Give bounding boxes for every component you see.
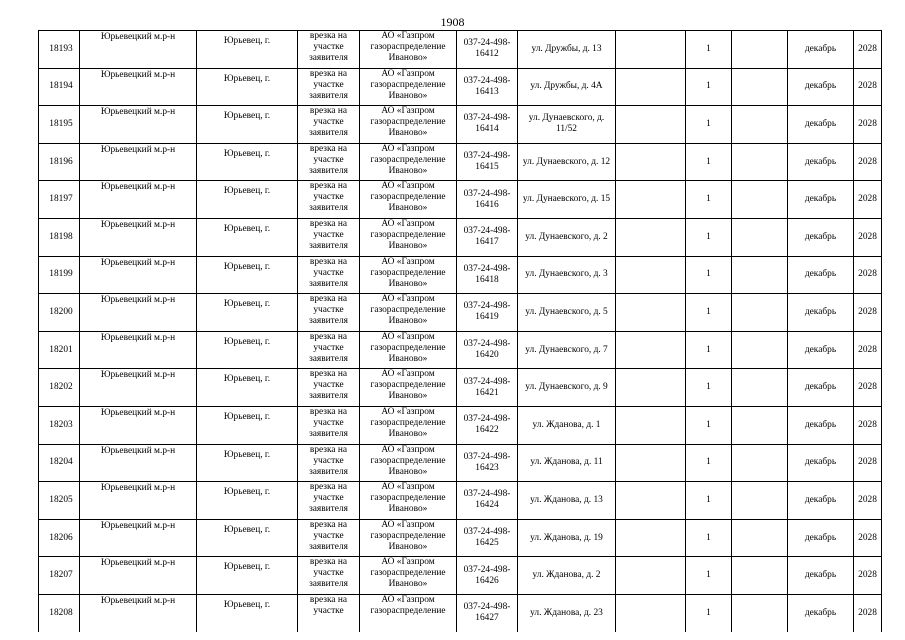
object-code-cell: 037-24-498-16427 bbox=[457, 594, 518, 632]
row-number-cell: 18204 bbox=[39, 444, 80, 482]
organization-cell: АО «Газпром газораспределение Иваново» bbox=[360, 406, 457, 444]
municipality-cell: Юрьевецкий м.р-н bbox=[80, 218, 197, 256]
table-row bbox=[39, 557, 882, 595]
locality-cell: Юрьевец, г. bbox=[197, 557, 298, 595]
locality-cell: Юрьевец, г. bbox=[197, 68, 298, 106]
organization-cell: АО «Газпром газораспределение Иваново» bbox=[360, 143, 457, 181]
empty-cell bbox=[732, 181, 788, 219]
year-cell: 2028 bbox=[854, 106, 882, 144]
count-cell: 1 bbox=[686, 519, 732, 557]
month-cell: декабрь bbox=[788, 557, 854, 595]
locality-cell: Юрьевец, г. bbox=[197, 369, 298, 407]
address-cell: ул. Дунаевского, д. 3 bbox=[518, 256, 616, 294]
municipality-cell: Юрьевецкий м.р-н bbox=[80, 406, 197, 444]
locality-cell: Юрьевец, г. bbox=[197, 482, 298, 520]
empty-cell bbox=[616, 444, 686, 482]
month-cell: декабрь bbox=[788, 406, 854, 444]
year-cell: 2028 bbox=[854, 369, 882, 407]
work-type-cell: врезка на участке заявителя bbox=[298, 331, 360, 369]
empty-cell bbox=[616, 557, 686, 595]
month-cell: декабрь bbox=[788, 218, 854, 256]
empty-cell bbox=[732, 482, 788, 520]
address-cell: ул. Дунаевского, д. 2 bbox=[518, 218, 616, 256]
row-number-cell: 18203 bbox=[39, 406, 80, 444]
year-cell: 2028 bbox=[854, 594, 882, 632]
work-type-cell: врезка на участке заявителя bbox=[298, 444, 360, 482]
count-cell: 1 bbox=[686, 406, 732, 444]
table-row bbox=[39, 31, 882, 69]
work-type-cell: врезка на участке bbox=[298, 594, 360, 632]
year-cell: 2028 bbox=[854, 482, 882, 520]
locality-cell: Юрьевец, г. bbox=[197, 294, 298, 332]
empty-cell bbox=[732, 519, 788, 557]
count-cell: 1 bbox=[686, 181, 732, 219]
month-cell: декабрь bbox=[788, 369, 854, 407]
row-number-cell: 18199 bbox=[39, 256, 80, 294]
month-cell: декабрь bbox=[788, 68, 854, 106]
year-cell: 2028 bbox=[854, 218, 882, 256]
table-row bbox=[39, 406, 882, 444]
page-number: 1908 bbox=[440, 15, 465, 29]
row-number-cell: 18193 bbox=[39, 31, 80, 69]
month-cell: декабрь bbox=[788, 143, 854, 181]
month-cell: декабрь bbox=[788, 519, 854, 557]
count-cell: 1 bbox=[686, 444, 732, 482]
locality-cell: Юрьевец, г. bbox=[197, 594, 298, 632]
object-code-cell: 037-24-498-16422 bbox=[457, 406, 518, 444]
work-type-cell: врезка на участке заявителя bbox=[298, 369, 360, 407]
count-cell: 1 bbox=[686, 594, 732, 632]
empty-cell bbox=[616, 256, 686, 294]
empty-cell bbox=[616, 181, 686, 219]
count-cell: 1 bbox=[686, 68, 732, 106]
empty-cell bbox=[616, 143, 686, 181]
work-type-cell: врезка на участке заявителя bbox=[298, 106, 360, 144]
organization-cell: АО «Газпром газораспределение Иваново» bbox=[360, 444, 457, 482]
address-cell: ул. Дружбы, д. 13 bbox=[518, 31, 616, 69]
table-row bbox=[39, 594, 882, 632]
address-cell: ул. Жданова, д. 11 bbox=[518, 444, 616, 482]
empty-cell bbox=[616, 482, 686, 520]
empty-cell bbox=[616, 331, 686, 369]
address-cell: ул. Дунаевского, д. 12 bbox=[518, 143, 616, 181]
year-cell: 2028 bbox=[854, 256, 882, 294]
count-cell: 1 bbox=[686, 256, 732, 294]
empty-cell bbox=[732, 68, 788, 106]
empty-cell bbox=[732, 557, 788, 595]
object-code-cell: 037-24-498-16413 bbox=[457, 68, 518, 106]
object-code-cell: 037-24-498-16426 bbox=[457, 557, 518, 595]
municipality-cell: Юрьевецкий м.р-н bbox=[80, 444, 197, 482]
empty-cell bbox=[616, 68, 686, 106]
address-cell: ул. Дунаевского, д. 7 bbox=[518, 331, 616, 369]
empty-cell bbox=[616, 519, 686, 557]
year-cell: 2028 bbox=[854, 31, 882, 69]
empty-cell bbox=[732, 31, 788, 69]
row-number-cell: 18194 bbox=[39, 68, 80, 106]
object-code-cell: 037-24-498-16420 bbox=[457, 331, 518, 369]
object-code-cell: 037-24-498-16414 bbox=[457, 106, 518, 144]
empty-cell bbox=[732, 369, 788, 407]
object-code-cell: 037-24-498-16418 bbox=[457, 256, 518, 294]
organization-cell: АО «Газпром газораспределение Иваново» bbox=[360, 519, 457, 557]
locality-cell: Юрьевец, г. bbox=[197, 444, 298, 482]
organization-cell: АО «Газпром газораспределение Иваново» bbox=[360, 256, 457, 294]
municipality-cell: Юрьевецкий м.р-н bbox=[80, 106, 197, 144]
locality-cell: Юрьевец, г. bbox=[197, 331, 298, 369]
row-number-cell: 18197 bbox=[39, 181, 80, 219]
year-cell: 2028 bbox=[854, 444, 882, 482]
empty-cell bbox=[616, 106, 686, 144]
work-type-cell: врезка на участке заявителя bbox=[298, 557, 360, 595]
address-cell: ул. Дружбы, д. 4А bbox=[518, 68, 616, 106]
work-type-cell: врезка на участке заявителя bbox=[298, 482, 360, 520]
month-cell: декабрь bbox=[788, 444, 854, 482]
work-type-cell: врезка на участке заявителя bbox=[298, 256, 360, 294]
row-number-cell: 18205 bbox=[39, 482, 80, 520]
year-cell: 2028 bbox=[854, 143, 882, 181]
address-cell: ул. Дунаевского, д. 11/52 bbox=[518, 106, 616, 144]
organization-cell: АО «Газпром газораспределение Иваново» bbox=[360, 106, 457, 144]
month-cell: декабрь bbox=[788, 482, 854, 520]
object-code-cell: 037-24-498-16417 bbox=[457, 218, 518, 256]
row-number-cell: 18195 bbox=[39, 106, 80, 144]
object-code-cell: 037-24-498-16421 bbox=[457, 369, 518, 407]
table-body bbox=[39, 31, 882, 633]
row-number-cell: 18206 bbox=[39, 519, 80, 557]
row-number-cell: 18201 bbox=[39, 331, 80, 369]
row-number-cell: 18200 bbox=[39, 294, 80, 332]
empty-cell bbox=[732, 331, 788, 369]
table-row bbox=[39, 482, 882, 520]
empty-cell bbox=[732, 594, 788, 632]
work-type-cell: врезка на участке заявителя bbox=[298, 519, 360, 557]
count-cell: 1 bbox=[686, 482, 732, 520]
empty-cell bbox=[616, 406, 686, 444]
month-cell: декабрь bbox=[788, 294, 854, 332]
object-code-cell: 037-24-498-16424 bbox=[457, 482, 518, 520]
table-row bbox=[39, 218, 882, 256]
organization-cell: АО «Газпром газораспределение Иваново» bbox=[360, 181, 457, 219]
object-code-cell: 037-24-498-16415 bbox=[457, 143, 518, 181]
locality-cell: Юрьевец, г. bbox=[197, 218, 298, 256]
table-row bbox=[39, 143, 882, 181]
address-cell: ул. Жданова, д. 1 bbox=[518, 406, 616, 444]
organization-cell: АО «Газпром газораспределение Иваново» bbox=[360, 294, 457, 332]
organization-cell: АО «Газпром газораспределение Иваново» bbox=[360, 557, 457, 595]
year-cell: 2028 bbox=[854, 181, 882, 219]
municipality-cell: Юрьевецкий м.р-н bbox=[80, 557, 197, 595]
count-cell: 1 bbox=[686, 218, 732, 256]
month-cell: декабрь bbox=[788, 256, 854, 294]
work-type-cell: врезка на участке заявителя bbox=[298, 143, 360, 181]
municipality-cell: Юрьевецкий м.р-н bbox=[80, 594, 197, 632]
locality-cell: Юрьевец, г. bbox=[197, 519, 298, 557]
row-number-cell: 18196 bbox=[39, 143, 80, 181]
table-row bbox=[39, 444, 882, 482]
row-number-cell: 18198 bbox=[39, 218, 80, 256]
address-cell: ул. Жданова, д. 19 bbox=[518, 519, 616, 557]
table-row bbox=[39, 68, 882, 106]
table-row bbox=[39, 106, 882, 144]
month-cell: декабрь bbox=[788, 181, 854, 219]
month-cell: декабрь bbox=[788, 594, 854, 632]
municipality-cell: Юрьевецкий м.р-н bbox=[80, 331, 197, 369]
table-row bbox=[39, 369, 882, 407]
empty-cell bbox=[732, 143, 788, 181]
year-cell: 2028 bbox=[854, 557, 882, 595]
year-cell: 2028 bbox=[854, 68, 882, 106]
organization-cell: АО «Газпром газораспределение Иваново» bbox=[360, 331, 457, 369]
count-cell: 1 bbox=[686, 331, 732, 369]
work-type-cell: врезка на участке заявителя bbox=[298, 181, 360, 219]
table-row bbox=[39, 294, 882, 332]
municipality-cell: Юрьевецкий м.р-н bbox=[80, 31, 197, 69]
count-cell: 1 bbox=[686, 106, 732, 144]
object-code-cell: 037-24-498-16416 bbox=[457, 181, 518, 219]
organization-cell: АО «Газпром газораспределение Иваново» bbox=[360, 218, 457, 256]
municipality-cell: Юрьевецкий м.р-н bbox=[80, 68, 197, 106]
municipality-cell: Юрьевецкий м.р-н bbox=[80, 294, 197, 332]
address-cell: ул. Жданова, д. 2 bbox=[518, 557, 616, 595]
empty-cell bbox=[732, 218, 788, 256]
organization-cell: АО «Газпром газораспределение Иваново» bbox=[360, 31, 457, 69]
count-cell: 1 bbox=[686, 143, 732, 181]
work-type-cell: врезка на участке заявителя bbox=[298, 68, 360, 106]
empty-cell bbox=[616, 294, 686, 332]
municipality-cell: Юрьевецкий м.р-н bbox=[80, 256, 197, 294]
year-cell: 2028 bbox=[854, 406, 882, 444]
organization-cell: АО «Газпром газораспределение Иваново» bbox=[360, 369, 457, 407]
month-cell: декабрь bbox=[788, 106, 854, 144]
municipality-cell: Юрьевецкий м.р-н bbox=[80, 482, 197, 520]
organization-cell: АО «Газпром газораспределение bbox=[360, 594, 457, 632]
month-cell: декабрь bbox=[788, 31, 854, 69]
count-cell: 1 bbox=[686, 557, 732, 595]
organization-cell: АО «Газпром газораспределение Иваново» bbox=[360, 482, 457, 520]
locality-cell: Юрьевец, г. bbox=[197, 143, 298, 181]
empty-cell bbox=[732, 406, 788, 444]
locality-cell: Юрьевец, г. bbox=[197, 181, 298, 219]
table-row bbox=[39, 256, 882, 294]
municipality-cell: Юрьевецкий м.р-н bbox=[80, 519, 197, 557]
municipality-cell: Юрьевецкий м.р-н bbox=[80, 181, 197, 219]
object-code-cell: 037-24-498-16425 bbox=[457, 519, 518, 557]
empty-cell bbox=[616, 594, 686, 632]
locality-cell: Юрьевец, г. bbox=[197, 31, 298, 69]
year-cell: 2028 bbox=[854, 519, 882, 557]
object-code-cell: 037-24-498-16412 bbox=[457, 31, 518, 69]
empty-cell bbox=[616, 369, 686, 407]
address-cell: ул. Дунаевского, д. 5 bbox=[518, 294, 616, 332]
row-number-cell: 18208 bbox=[39, 594, 80, 632]
count-cell: 1 bbox=[686, 369, 732, 407]
work-type-cell: врезка на участке заявителя bbox=[298, 406, 360, 444]
month-cell: декабрь bbox=[788, 331, 854, 369]
work-type-cell: врезка на участке заявителя bbox=[298, 218, 360, 256]
year-cell: 2028 bbox=[854, 331, 882, 369]
count-cell: 1 bbox=[686, 294, 732, 332]
locality-cell: Юрьевец, г. bbox=[197, 256, 298, 294]
address-cell: ул. Жданова, д. 13 bbox=[518, 482, 616, 520]
locality-cell: Юрьевец, г. bbox=[197, 406, 298, 444]
empty-cell bbox=[732, 294, 788, 332]
address-cell: ул. Жданова, д. 23 bbox=[518, 594, 616, 632]
table-row bbox=[39, 181, 882, 219]
table-row bbox=[39, 331, 882, 369]
work-type-cell: врезка на участке заявителя bbox=[298, 31, 360, 69]
organization-cell: АО «Газпром газораспределение Иваново» bbox=[360, 68, 457, 106]
empty-cell bbox=[732, 106, 788, 144]
empty-cell bbox=[616, 31, 686, 69]
year-cell: 2028 bbox=[854, 294, 882, 332]
empty-cell bbox=[732, 256, 788, 294]
empty-cell bbox=[616, 218, 686, 256]
row-number-cell: 18207 bbox=[39, 557, 80, 595]
row-number-cell: 18202 bbox=[39, 369, 80, 407]
municipality-cell: Юрьевецкий м.р-н bbox=[80, 143, 197, 181]
work-type-cell: врезка на участке заявителя bbox=[298, 294, 360, 332]
address-cell: ул. Дунаевского, д. 15 bbox=[518, 181, 616, 219]
municipality-cell: Юрьевецкий м.р-н bbox=[80, 369, 197, 407]
table-row bbox=[39, 519, 882, 557]
gasification-table bbox=[38, 30, 882, 632]
count-cell: 1 bbox=[686, 31, 732, 69]
address-cell: ул. Дунаевского, д. 9 bbox=[518, 369, 616, 407]
object-code-cell: 037-24-498-16423 bbox=[457, 444, 518, 482]
object-code-cell: 037-24-498-16419 bbox=[457, 294, 518, 332]
empty-cell bbox=[732, 444, 788, 482]
locality-cell: Юрьевец, г. bbox=[197, 106, 298, 144]
